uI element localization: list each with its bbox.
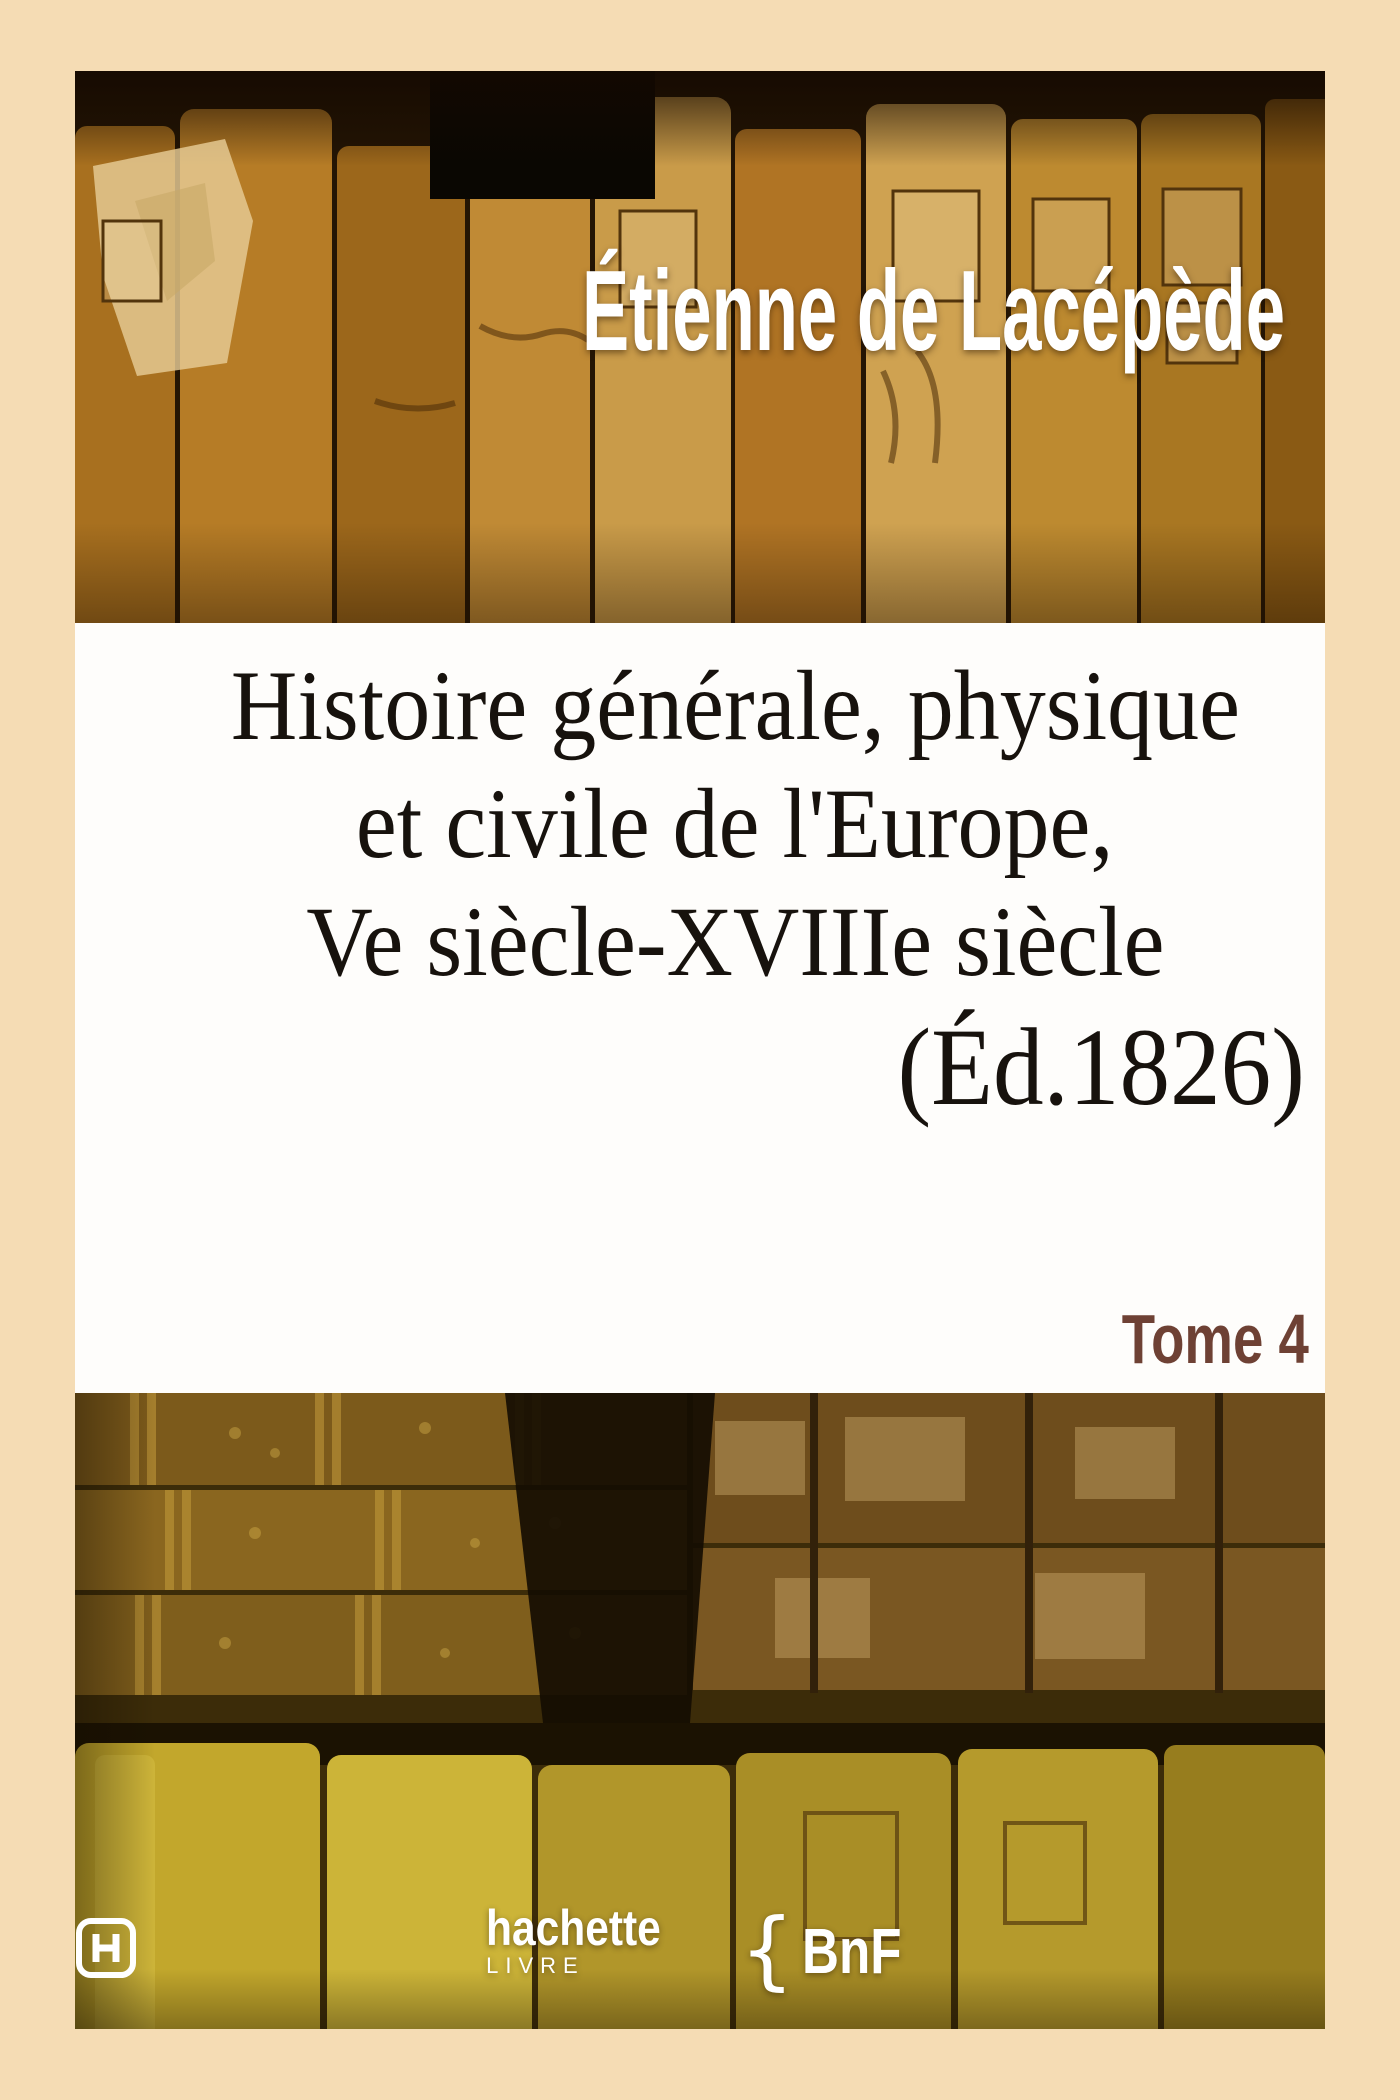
- title-block: [75, 623, 1325, 1133]
- title-line-1: Histoire générale, physique: [230, 650, 1240, 761]
- bnf-name: BnF: [802, 1915, 902, 1987]
- author-name-text: Étienne de Lacépède: [581, 248, 1285, 375]
- bottom-bookshelf-photo: [75, 1393, 1325, 2029]
- bnf-brace-icon: {: [739, 1900, 795, 2000]
- title-line-2: et civile de l'Europe,: [356, 768, 1114, 879]
- title-line-3: Ve siècle-XVIIIe siècle: [305, 886, 1165, 997]
- top-bookshelf-photo: [75, 71, 1325, 623]
- hachette-logo-text: [486, 1900, 692, 1978]
- author-name: [151, 248, 1285, 375]
- publisher-logos: [75, 1900, 1325, 2001]
- tome-number: Tome 4: [1121, 1300, 1309, 1378]
- hachette-livre-label: LIVRE: [486, 1953, 585, 1978]
- edition-year: (Éd.1826): [897, 1006, 1305, 1128]
- hachette-logo-icon: [75, 1917, 137, 1979]
- bnf-logo: [739, 1900, 927, 2000]
- title-band: [75, 623, 1325, 1393]
- hachette-name: hachette: [486, 1900, 661, 1956]
